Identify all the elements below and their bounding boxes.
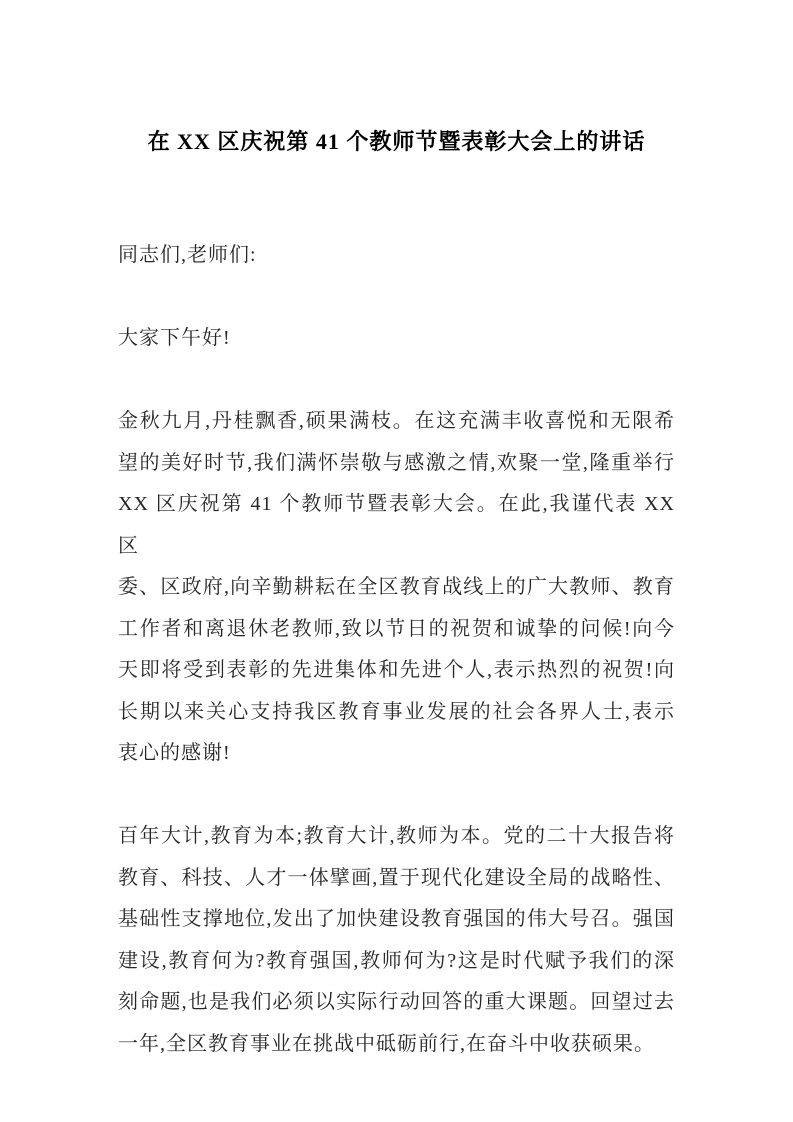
paragraph-line: 一年,全区教育事业在挑战中砥砺前行,在奋斗中收获硕果。: [118, 1032, 655, 1055]
paragraph-line: 百年大计,教育为本;教育大计,教师为本。党的二十大报告将: [118, 825, 675, 847]
paragraph-line: 刻命题,也是我们必须以实际行动回答的重大课题。回望过去: [118, 991, 675, 1013]
paragraph-line: 基础性支撑地位,发出了加快建设教育强国的伟大号召。强国: [118, 908, 675, 930]
paragraph-line: 建设,教育何为?教育强国,教师何为?这是时代赋予我们的深: [118, 949, 675, 972]
paragraph-line: 教育、科技、人才一体擘画,置于现代化建设全局的战略性、: [118, 866, 675, 889]
greeting-block: [118, 318, 675, 360]
paragraph-line: 望的美好时节,我们满怀崇敬与感激之情,欢聚一堂,隆重举行: [118, 451, 675, 474]
greeting-line: 大家下午好!: [118, 327, 231, 349]
paragraph-line: 长期以来关心支持我区教育事业发展的社会各界人士,表示: [118, 700, 675, 723]
paragraph-line: 天即将受到表彰的先进集体和先进个人,表示热烈的祝贺!向: [118, 659, 675, 681]
salutation-block: [118, 235, 675, 277]
paragraph-1: [118, 401, 675, 775]
document-title: 在 XX 区庆祝第 41 个教师节暨表彰大会上的讲话: [147, 129, 646, 154]
paragraph-line: 衷心的感谢!: [118, 742, 231, 764]
salutation-line: 同志们,老师们:: [118, 244, 257, 266]
paragraph-line: 委、区政府,向辛勤耕耘在全区教育战线上的广大教师、教育: [118, 576, 675, 598]
paragraph-2: [118, 816, 675, 1065]
paragraph-line: XX 区庆祝第 41 个教师节暨表彰大会。在此,我谨代表 XX 区: [118, 493, 675, 557]
paragraph-line: 工作者和离退休老教师,致以节日的祝贺和诚挚的问候!向今: [118, 617, 675, 640]
paragraph-line: 金秋九月,丹桂飘香,硕果满枝。在这充满丰收喜悦和无限希: [118, 410, 675, 432]
